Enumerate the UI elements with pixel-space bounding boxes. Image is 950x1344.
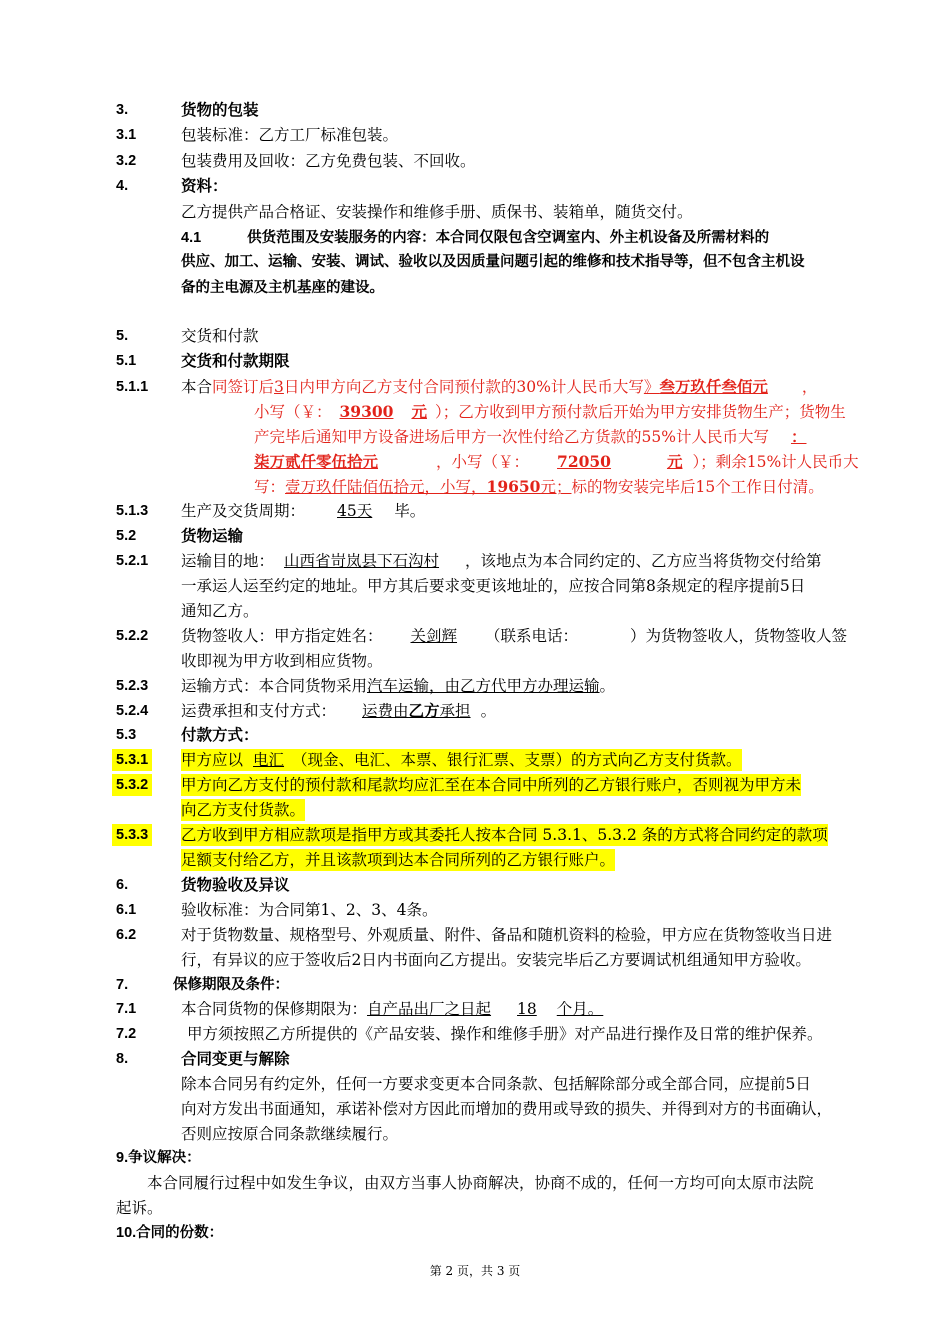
text-run: ）；乙方收到甲方预付款后开始为甲方安排货物生产；货物生	[434, 403, 846, 421]
clause-number: 7.1	[116, 1001, 137, 1017]
clause-text: 起诉。	[116, 1199, 163, 1217]
clause-number: 5.2.2	[116, 628, 149, 644]
clause-5-1-3-line	[181, 500, 425, 522]
transport-method: 汽车运输，由乙方代甲方办理运输	[367, 677, 600, 695]
receiver-name: 关剑辉	[410, 627, 458, 645]
amount-number: 72050	[557, 452, 611, 471]
clause-text: 一承运人运至约定的地址。甲方其后要求变更该地址的，应按合同第8条规定的程序提前5日	[181, 577, 806, 595]
clause-text: 供货范围及安装服务的内容：本合同仅限包含空调室内、外主机设备及所需材料的	[247, 230, 770, 246]
amount-number: 19650	[486, 477, 541, 496]
section-heading: 资料：	[181, 176, 228, 195]
section-heading: 货物的包装	[181, 100, 259, 119]
section-number: 6.	[116, 877, 129, 893]
text-run: 货物签收人：甲方指定姓名：	[181, 627, 383, 645]
text-run: ：	[790, 427, 807, 446]
payment-terms-line-3	[254, 426, 810, 448]
clause-heading: 交货和付款期限	[181, 351, 290, 370]
clause-5-2-2-line	[181, 625, 847, 647]
amount-words: 柒万贰仟零伍拾元	[254, 452, 379, 471]
clause-heading: 货物运输	[181, 526, 244, 545]
text-run: 。	[599, 677, 616, 695]
text-run: 同签订后	[212, 378, 275, 396]
text-run: ，	[801, 378, 818, 396]
clause-number: 6.2	[116, 927, 137, 943]
text-run: ，该地点为本合同约定的、乙方应当将货物交付给第	[465, 552, 822, 570]
clause-text: 行，有异议的应于签收后2日内书面向乙方提出。安装完毕后乙方要调试机组通知甲方验收。	[181, 951, 811, 969]
clause-number: 5.3.1	[112, 749, 152, 771]
clause-number: 6.1	[116, 902, 137, 918]
section-heading: 合同变更与解除	[181, 1049, 290, 1068]
text-run: 标的物安装完毕后15个工作日付清。	[571, 478, 824, 496]
text-run: 承担	[439, 702, 471, 720]
clause-number: 5.2.1	[116, 553, 149, 569]
text-run: 小写（￥：	[254, 403, 332, 421]
text-run: 生产及交货周期：	[181, 502, 306, 520]
clause-5-2-1-line	[181, 550, 822, 572]
section-heading: 保修期限及条件：	[173, 977, 289, 993]
clause-4-1-line	[181, 226, 769, 248]
clause-text: 备的主电源及主机基座的建设。	[181, 280, 384, 296]
text-run: 运输目的地：	[181, 552, 275, 570]
text-run: 本合	[181, 378, 213, 396]
clause-text: 向乙方支付货款。	[181, 801, 306, 819]
amount-number: 39300	[339, 402, 394, 421]
clause-text: 否则应按原合同条款继续履行。	[181, 1125, 399, 1143]
clause-text: 甲方向乙方支付的预付款和尾款均应汇至在本合同中所列的乙方银行账户，否则视为甲方未	[181, 776, 802, 794]
clause-5-2-4-line	[181, 700, 496, 722]
clause-number: 5.1	[116, 353, 137, 369]
amount-words: 叁万玖仟叁佰元	[659, 377, 768, 396]
clause-text: 足额支付给乙方，并且该款项到达本合同所列的乙方银行账户。	[181, 851, 616, 869]
text-run: ）；剩余15%计人民币大	[692, 453, 859, 471]
text-run: 元；	[540, 478, 572, 496]
text-run: 。	[480, 702, 497, 720]
page-footer: 第 2 页，共 3 页	[429, 1264, 521, 1278]
payment-method: 电汇	[253, 751, 285, 769]
clause-number: 5.2.4	[116, 703, 149, 719]
clause-heading: 付款方式：	[181, 725, 259, 744]
clause-number: 7.2	[116, 1026, 137, 1042]
text-run: 本合同货物的保修期限为：	[181, 1000, 368, 1018]
delivery-period: 45天	[337, 502, 373, 520]
text-run: 》	[643, 378, 660, 396]
clause-number: 3.2	[116, 153, 137, 169]
text-run: 乙方	[408, 701, 440, 720]
text-run: 元	[411, 402, 427, 421]
clause-text: 除本合同另有约定外，任何一方要求变更本合同条款、包括解除部分或全部合同，应提前5日	[181, 1075, 811, 1093]
section-number: 8.	[116, 1051, 129, 1067]
section-heading: 10.合同的份数：	[116, 1225, 224, 1241]
text-run: ）为货物签收人，货物签收人签	[630, 627, 848, 645]
clause-text: 甲方须按照乙方所提供的《产品安装、操作和维修手册》对产品进行操作及日常的维护保养。	[187, 1025, 823, 1043]
clause-number: 4.1	[181, 230, 202, 246]
text-run: 个月。	[556, 1000, 604, 1018]
payment-terms-line-4	[254, 451, 859, 473]
clause-text: 乙方收到甲方相应款项是指甲方或其委托人按本合同 5.3.1、5.3.2 条的方式将合同约定的款项	[181, 826, 828, 844]
clause-text: 本合同履行过程中如发生争议，由双方当事人协商解决，协商不成的，任何一方均可向太原市法院	[147, 1174, 814, 1192]
section-heading: 货物验收及异议	[181, 875, 290, 894]
text-run: （现金、电汇、本票、银行汇票、支票）的方式向乙方支付货款。	[292, 751, 742, 769]
text-run: ，小写（￥：	[436, 453, 530, 471]
text-run: 运费承担和支付方式：	[181, 702, 337, 720]
clause-text: 包装费用及回收：乙方免费包装、不回收。	[181, 152, 476, 170]
payment-terms-line-2	[254, 401, 846, 423]
clause-number: 5.2.3	[116, 678, 149, 694]
clause-text: 对于货物数量、规格型号、外观质量、附件、备品和随机资料的检验，甲方应在货物签收当日进	[181, 926, 833, 944]
clause-text: 通知乙方。	[181, 602, 259, 620]
clause-text: 乙方提供产品合格证、安装操作和维修手册、质保书、装箱单，随货交付。	[181, 203, 693, 221]
text-run: 运费由	[362, 702, 409, 720]
clause-text: 向对方发出书面通知，承诺补偿对方因此而增加的费用或导致的损失、并得到对方的书面确认，	[181, 1100, 833, 1118]
clause-number: 5.3.2	[112, 774, 152, 796]
clause-5-3-1-line	[181, 749, 742, 771]
warranty-months: 18	[517, 1000, 537, 1018]
amount-words: 壹万玖仟陆佰伍拾元，小写，	[285, 478, 487, 496]
text-run: 写：	[254, 478, 286, 496]
clause-number: 5.1.1	[116, 379, 149, 395]
section-number: 4.	[116, 178, 129, 194]
payment-terms-line-5	[254, 476, 824, 498]
destination: 山西省岢岚县下石沟村	[284, 552, 440, 570]
clause-text: 收即视为甲方收到相应货物。	[181, 652, 383, 670]
payment-terms-line-1	[181, 376, 817, 398]
clause-text: 供应、加工、运输、安装、调试、验收以及因质量问题引起的维修和技术指导等，但不包含主机设	[181, 254, 805, 270]
clause-number: 5.3.3	[112, 824, 152, 846]
text-run: 3	[274, 378, 284, 396]
text-run: 产完毕后通知甲方设备进场后甲方一次性付给乙方货款的55%计人民币大写	[254, 428, 769, 446]
clause-number: 5.3	[116, 727, 137, 743]
section-heading: 交货和付款	[181, 327, 259, 345]
clause-text: 验收标准：为合同第1、2、3、4条。	[181, 901, 438, 919]
warranty-start: 自产品出厂之日起	[367, 1000, 492, 1018]
section-heading: 9.争议解决：	[116, 1150, 201, 1166]
clause-7-1-line	[181, 998, 603, 1020]
clause-number: 5.1.3	[116, 503, 149, 519]
text-run: 日内甲方向乙方支付合同预付款的30%计人民币大写	[283, 378, 644, 396]
clause-text: 包装标准：乙方工厂标准包装。	[181, 126, 399, 144]
section-number: 3.	[116, 102, 129, 118]
clause-5-2-3-line	[181, 675, 615, 697]
text-run: 毕。	[394, 502, 426, 520]
clause-number: 5.2	[116, 528, 137, 544]
section-number: 7.	[116, 977, 129, 993]
text-run: （联系电话：	[485, 627, 579, 645]
text-run: 元	[666, 452, 683, 471]
text-run: 甲方应以	[181, 751, 244, 769]
clause-number: 3.1	[116, 127, 137, 143]
text-run: 运输方式：本合同货物采用	[181, 677, 368, 695]
section-number: 5.	[116, 328, 129, 344]
